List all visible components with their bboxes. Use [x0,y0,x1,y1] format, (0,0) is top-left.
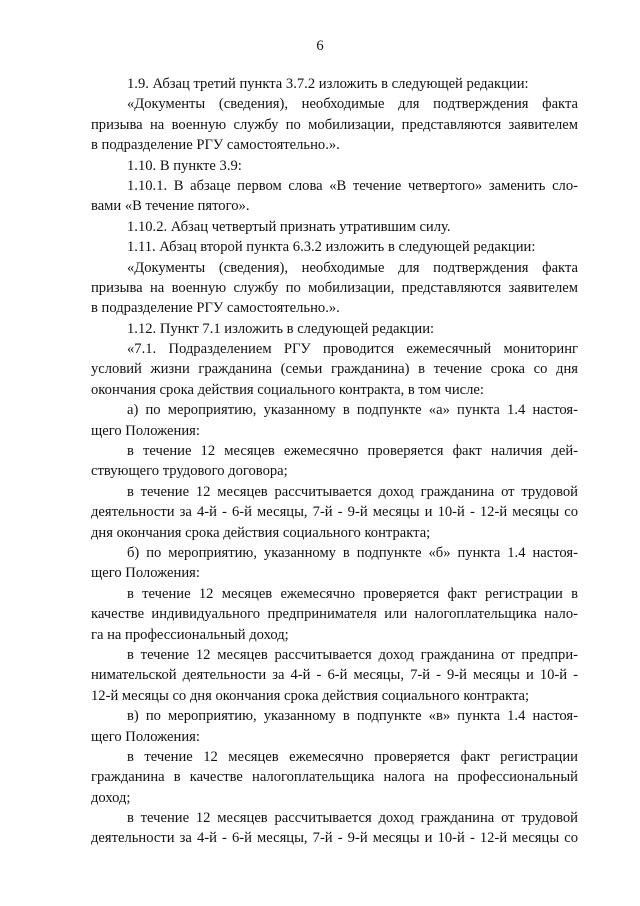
text-line: качестве индивидуального предпринимателя или налогоплательщика нало- [91,606,578,623]
text-line: призыва на военную службу по мобилизации, представляются заявителем [91,279,578,296]
text-line: «Документы (сведения), необходимые для подтверждения факта [127,259,578,276]
text-line: в течение 12 месяцев ежемесячно проверяется факт наличия дей- [127,443,578,460]
text-line: б) по мероприятию, указанному в подпункте «б» пункта 1.4 настоя- [127,544,578,561]
text-line: в течение 12 месяцев рассчитывается доход гражданина от трудовой [127,483,578,500]
text-line: 1.10. В пункте 3.9: [127,157,242,174]
text-line: гражданина в качестве налогоплательщика налога на профессиональный [91,769,578,786]
text-line: 1.11. Абзац второй пункта 6.3.2 изложить в следующей редакции: [127,239,536,256]
text-line: дня окончания срока действия социального контракта; [91,524,431,541]
text-line: в подразделение РГУ самостоятельно.». [91,137,340,154]
text-line: в) по мероприятию, указанному в подпункте «в» пункта 1.4 настоя- [127,708,578,725]
text-line: «Документы (сведения), необходимые для подтверждения факта [127,96,578,113]
text-line: условий жизни гражданина (семьи гражданина) в течение срока со дня [91,361,578,378]
text-line: призыва на военную службу по мобилизации, представляются заявителем [91,116,578,133]
text-line: щего Положения: [91,422,200,439]
text-line: га на профессиональный доход; [91,626,289,643]
text-line: в течение 12 месяцев ежемесячно проверяется факт регистрации [127,748,578,765]
text-line: нимательской деятельности за 4-й - 6-й месяцы, 7-й - 9-й месяцы и 10-й - [91,667,578,684]
text-line: а) по мероприятию, указанному в подпункте «а» пункта 1.4 настоя- [127,402,578,419]
text-line: 1.10.1. В абзаце первом слова «В течение четвертого» заменить сло- [127,177,578,194]
text-line: деятельности за 4-й - 6-й месяцы, 7-й - 9-й месяцы и 10-й - 12-й месяцы со [91,830,578,847]
text-line: деятельности за 4-й - 6-й месяцы, 7-й - 9-й месяцы и 10-й - 12-й месяцы со [91,504,578,521]
text-line: в течение 12 месяцев ежемесячно проверяется факт регистрации в [127,585,578,602]
text-line: в течение 12 месяцев рассчитывается доход гражданина от трудовой [127,810,578,827]
text-line: щего Положения: [91,728,200,745]
text-line: щего Положения: [91,565,200,582]
text-line: 1.10.2. Абзац четвертый признать утратившим силу. [127,218,451,235]
text-line: ствующего трудового договора; [91,463,288,480]
text-line: 12-й месяцы со дня окончания срока действия социального контракта; [91,687,530,704]
text-line: «7.1. Подразделением РГУ проводится ежемесячный мониторинг [127,341,578,358]
text-line: 1.12. Пункт 7.1 изложить в следующей редакции: [127,320,435,337]
text-line: 1.9. Абзац третий пункта 3.7.2 изложить в следующей редакции: [127,76,529,92]
text-line: в подразделение РГУ самостоятельно.». [91,300,340,317]
document-body [91,74,578,849]
text-line: вами «В течение пятого». [91,198,250,215]
text-line: доход; [91,789,131,806]
text-line: в течение 12 месяцев рассчитывается доход гражданина от предпри- [127,646,578,663]
text-line: окончания срока действия социального контракта, в том числе: [91,381,484,398]
page-number: 6 [316,38,324,54]
